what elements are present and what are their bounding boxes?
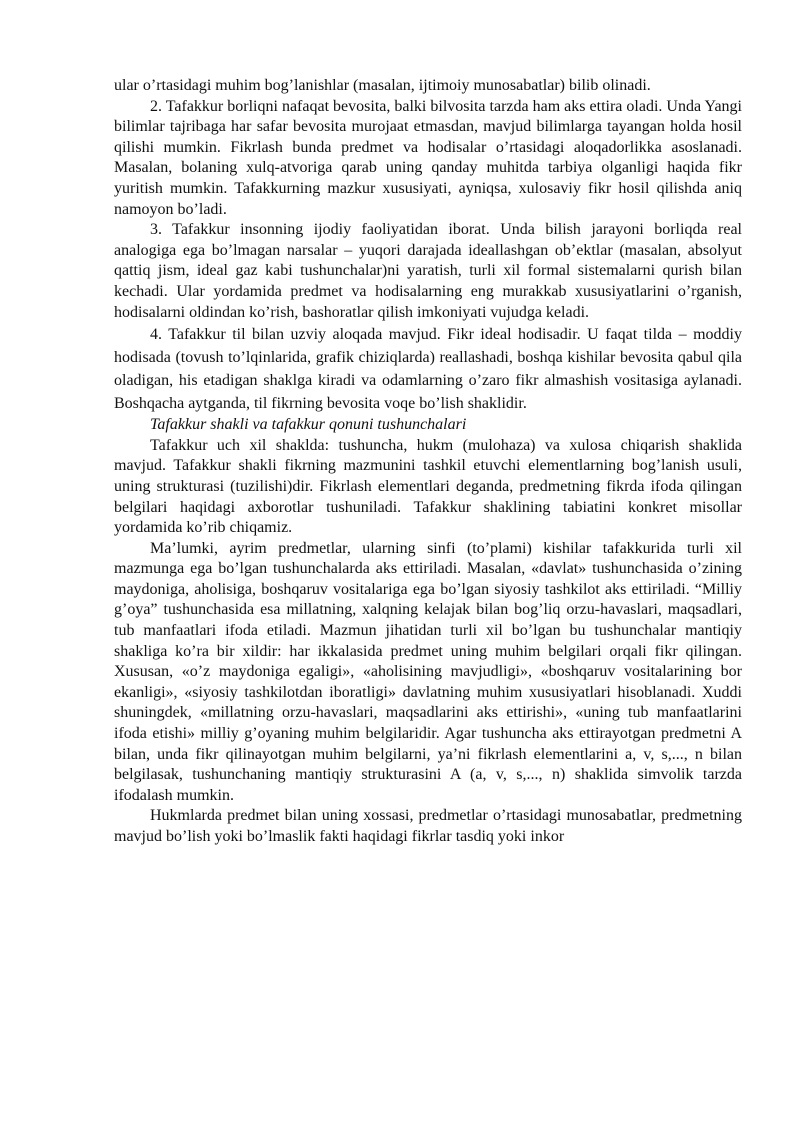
paragraph-point-2: 2. Tafakkur borliqni nafaqat bevosita, balki bilvosita tarzda ham aks ettira oladi. Unda Yangi bilimlar tajribaga har safar bevosita murojaat etmasdan, mavjud bilimlarga tayangan holda hosil qilishi mumkin. Fikrlash bunda predmet va hodisalar o’rtasidagi aloqadorlikka asoslanadi. Masalan, bolaning xulq-atvoriga qarab uning qanday muhitda tarbiya olganligi haqida fikr yuritish mumkin. Tafakkurning mazkur xususiyati, ayniqsa, xulosaviy fikr hosil qilishda aniq namoyon bo’ladi.: [114, 97, 742, 218]
paragraph-point-4: 4. Tafakkur til bilan uzviy aloqada mavjud. Fikr ideal hodisadir. U faqat tilda – moddiy hodisada (tovush to’lqinlarida, grafik chiziqlarda) reallashadi, boshqa kishilar bevosita qabul qila oladigan, his etadigan shaklga kiradi va odamlarning o’zaro fikr almashish vositasiga aylanadi. Boshqacha aytganda, til fikrning bevosita voqe bo’lish shaklidir.: [114, 326, 742, 413]
paragraph-concepts: Ma’lumki, ayrim predmetlar, ularning sinfi (to’plami) kishilar tafakkurida turli xil mazmunga ega bo’lgan tushunchalarda aks ettiriladi. Masalan, «davlat» tushunchasida o’zining maydoniga, aholisiga, boshqaruv vositalariga ega bo’lgan siyosiy tashkilot aks ettiriladi. “Milliy g’oya” tushunchasida esa millatning, xalqning kelajak bilan bog’liq orzu-havaslari, maqsadlari, tub manfaatlari ifoda etiladi. Mazmun jihatidan turli xil bo’lgan bu tushunchalar mantiqiy shakliga ko’ra bir xildir: har ikkalasida predmet uning muhim belgilari orqali fikr qilingan. Xususan, «o’z maydoniga egaligi», «aholisining mavjudligi», «boshqaruv vositalarining bor ekanligi», «siyosiy tashkilotdan iboratligi» davlatning muhim xususiyatlari hisoblanadi. Xuddi shuningdek, «millatning orzu-havaslari, maqsadlarini aks ettirishi», «uning tub manfaatlarini ifoda etishi» milliy g’oyaning muhim belgilaridir. Agar tushuncha aks ettirayotgan predmetni A bilan, unda fikr qilinayotgan muhim belgilarni, ya’ni fikrlash elementlarini a, v, s,..., n bilan belgilasak, tushunchaning mantiqiy strukturasini A (a, v, s,..., n) shaklida simvolik tarzda ifodalash mumkin.: [114, 539, 742, 804]
paragraph-judgments: Hukmlarda predmet bilan uning xossasi, predmetlar o’rtasidagi munosabatlar, predmetning mavjud bo’lish yoki bo’lmaslik fakti haqidagi fikrlar tasdiq yoki inkor: [114, 807, 742, 845]
paragraph-point-3: 3. Tafakkur insonning ijodiy faoliyatidan iborat. Unda bilish jarayoni borliqda real analogiga ega bo’lmagan narsalar – yuqori darajada ideallashgan ob’ektlar (masalan, absolyut qattiq jism, ideal gaz kabi tushunchalar)ni yaratish, turli xil formal sistemalarni qurish bilan kechadi. Ular yordamida predmet va hodisalarning eng murakkab xususiyatlarini o’rganish, hodisalarni oldindan ko’rish, bashoratlar qilish imkoniyati vujudga keladi.: [114, 221, 742, 321]
paragraph-forms: Tafakkur uch xil shaklda: tushuncha, hukm (mulohaza) va xulosa chiqarish shaklida mavjud. Tafakkur shakli fikrning mazmunini tashkil etuvchi elementlarning bog’lanish usuli, uning strukturasi (tuzilishi)dir. Fikrlash elementlari deganda, predmetning fikrda ifoda qilingan belgilari haqidagi axborotlar tushuniladi. Tafakkur shaklining tabiatini konkret misollar yordamida ko’rib chiqamiz.: [114, 436, 742, 537]
section-heading: Tafakkur shakli va tafakkur qonuni tushunchalari: [150, 416, 467, 434]
document-page: [114, 76, 742, 848]
paragraph-continuation: ular o’rtasidagi muhim bog’lanishlar (masalan, ijtimoiy munosabatlar) bilib olinadi.: [114, 77, 651, 94]
